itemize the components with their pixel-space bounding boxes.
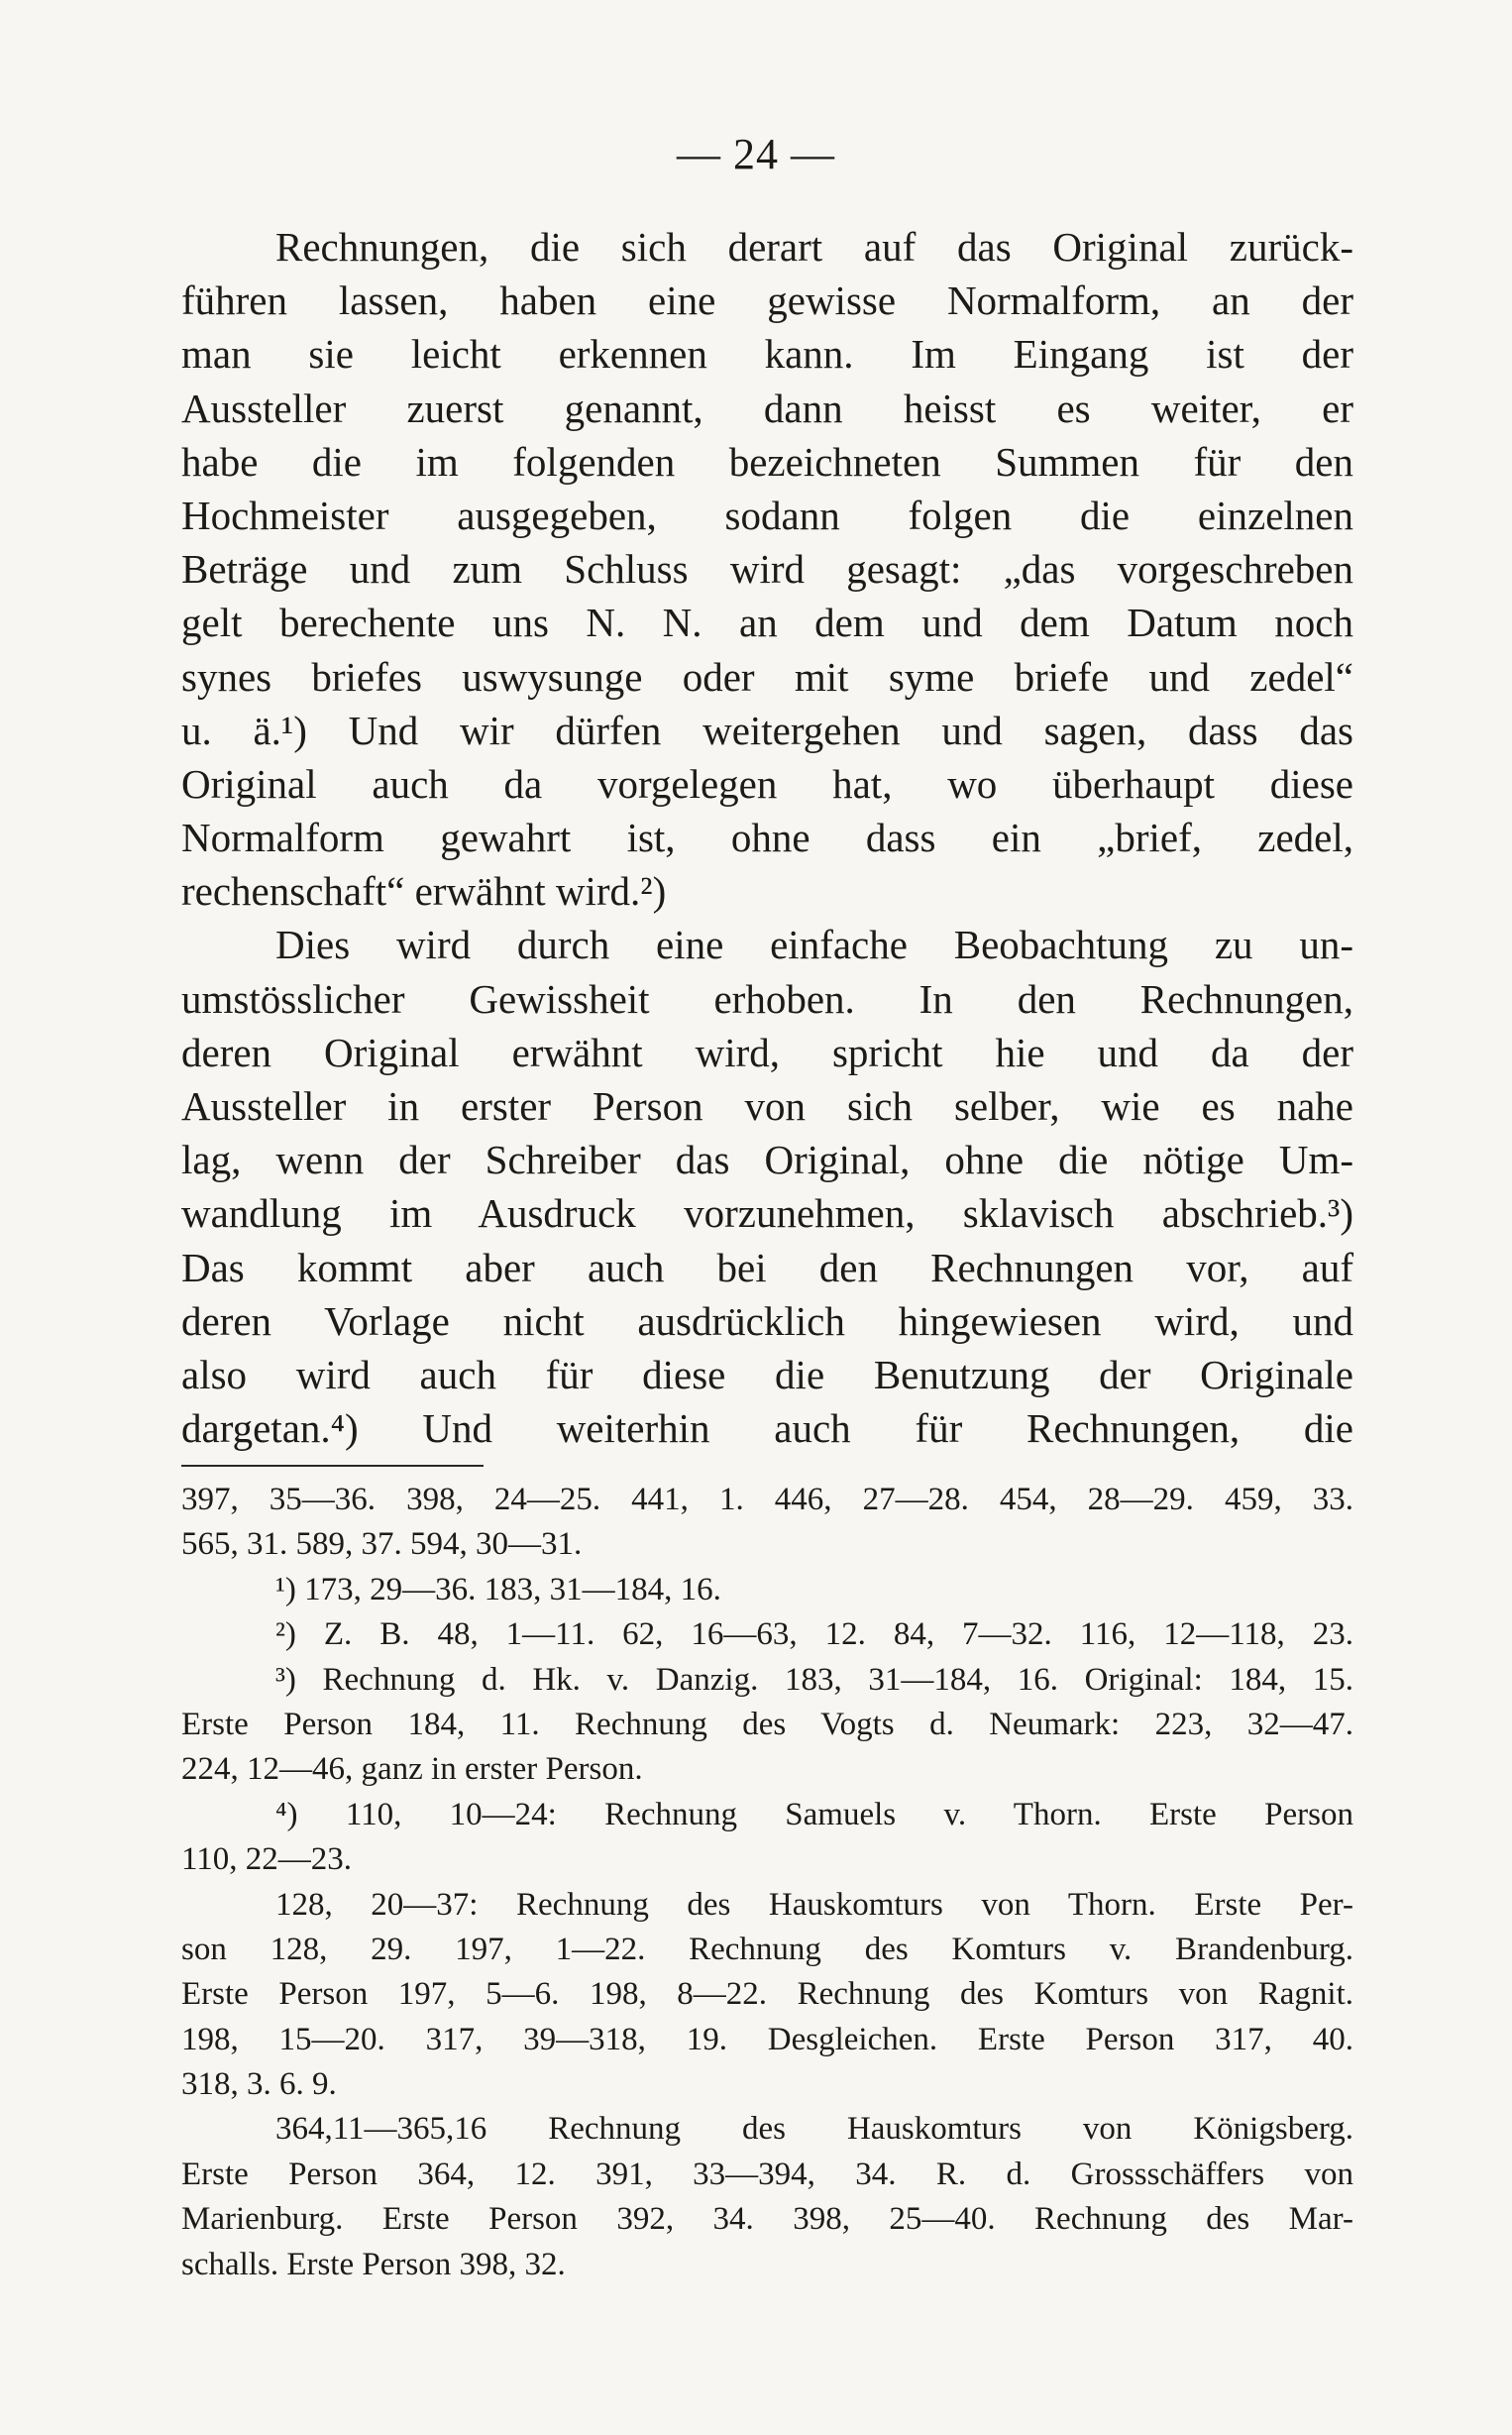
footnote-line: Erste Person 197, 5—6. 198, 8—22. Rechnung des Komturs von Ragnit.	[181, 1976, 1353, 2013]
footnote-line: Marienburg. Erste Person 392, 34. 398, 25—40. Rechnung des Mar-	[181, 2201, 1353, 2238]
body-line: dargetan.⁴) Und weiterhin auch für Rechnungen, die	[181, 1405, 1353, 1452]
body-line: Aussteller in erster Person von sich selber, wie es nahe	[181, 1083, 1353, 1129]
body-line: habe die im folgenden bezeichneten Summen für den	[181, 438, 1353, 485]
body-line: wandlung im Ausdruck vorzunehmen, sklavisch abschrieb.³)	[181, 1190, 1353, 1237]
footnote-line: ⁴) 110, 10—24: Rechnung Samuels v. Thorn. Erste Person	[275, 1796, 1353, 1832]
footnote-line: ¹) 173, 29—36. 183, 31—184, 16.	[275, 1571, 721, 1607]
footnote-line: ³) Rechnung d. Hk. v. Danzig. 183, 31—184, 16. Original: 184, 15.	[275, 1661, 1353, 1698]
footnote-line: 397, 35—36. 398, 24—25. 441, 1. 446, 27—28. 454, 28—29. 459, 33.	[181, 1482, 1353, 1517]
body-line: gelt berechente uns N. N. an dem und dem Datum noch	[181, 600, 1353, 646]
body-line: führen lassen, haben eine gewisse Normalform, an der	[181, 277, 1353, 324]
footnote-line: schalls. Erste Person 398, 32.	[181, 2246, 566, 2282]
body-line: deren Vorlage nicht ausdrücklich hingewiesen wird, und	[181, 1297, 1353, 1344]
body-line: u. ä.¹) Und wir dürfen weitergehen und sagen, dass das	[181, 707, 1353, 753]
footnote-line: 565, 31. 589, 37. 594, 30—31.	[181, 1526, 583, 1563]
footnote-line: son 128, 29. 197, 1—22. Rechnung des Komturs v. Brandenburg.	[181, 1931, 1353, 1967]
footnote-line: 364,11—365,16 Rechnung des Hauskomturs von Königsberg.	[275, 2111, 1353, 2148]
body-line: umstösslicher Gewissheit erhoben. In den Rechnungen,	[181, 975, 1353, 1022]
body-line: Dies wird durch eine einfache Beobachtung zu un-	[275, 922, 1353, 968]
footnote-line: ²) Z. B. 48, 1—11. 62, 16—63, 12. 84, 7—32. 116, 12—118, 23.	[275, 1616, 1353, 1653]
body-line: Aussteller zuerst genannt, dann heisst es weiter, er	[181, 385, 1353, 431]
body-line: synes briefes uswysunge oder mit syme briefe und zedel“	[181, 653, 1353, 700]
footnotes	[181, 1478, 1353, 2287]
body-line: Normalform gewahrt ist, ohne dass ein „brief, zedel,	[181, 815, 1353, 861]
footnote-line: 128, 20—37: Rechnung des Hauskomturs von Thorn. Erste Per-	[275, 1886, 1353, 1923]
footnote-line: 224, 12—46, ganz in erster Person.	[181, 1751, 643, 1788]
body-line: man sie leicht erkennen kann. Im Eingang ist der	[181, 331, 1353, 378]
body-line: Hochmeister ausgegeben, sodann folgen die einzelnen	[181, 492, 1353, 538]
body-line: lag, wenn der Schreiber das Original, ohne die nötige Um-	[181, 1137, 1353, 1183]
body-line: rechenschaft“ erwähnt wird.²)	[181, 868, 667, 915]
page-number: — 24 —	[677, 130, 835, 178]
body-line: Original auch da vorgelegen hat, wo überhaupt diese	[181, 760, 1353, 807]
body-line: Beträge und zum Schluss wird gesagt: „das vorgeschreben	[181, 546, 1353, 593]
footnote-line: Erste Person 364, 12. 391, 33—394, 34. R. d. Grossschäffers von	[181, 2156, 1353, 2192]
body-line: Das kommt aber auch bei den Rechnungen vor, auf	[181, 1244, 1353, 1290]
body-line: deren Original erwähnt wird, spricht hie und da der	[181, 1029, 1353, 1075]
footnote-line: Erste Person 184, 11. Rechnung des Vogts d. Neumark: 223, 32—47.	[181, 1706, 1353, 1742]
footnote-line: 318, 3. 6. 9.	[181, 2066, 337, 2103]
footnote-separator-rule	[181, 1465, 484, 1467]
body-line: Rechnungen, die sich derart auf das Original zurück-	[275, 224, 1353, 270]
footnote-line: 110, 22—23.	[181, 1841, 353, 1878]
body-text	[181, 220, 1353, 1455]
body-line: also wird auch für diese die Benutzung der Originale	[181, 1351, 1353, 1397]
footnote-line: 198, 15—20. 317, 39—318, 19. Desgleichen. Erste Person 317, 40.	[181, 2021, 1353, 2057]
